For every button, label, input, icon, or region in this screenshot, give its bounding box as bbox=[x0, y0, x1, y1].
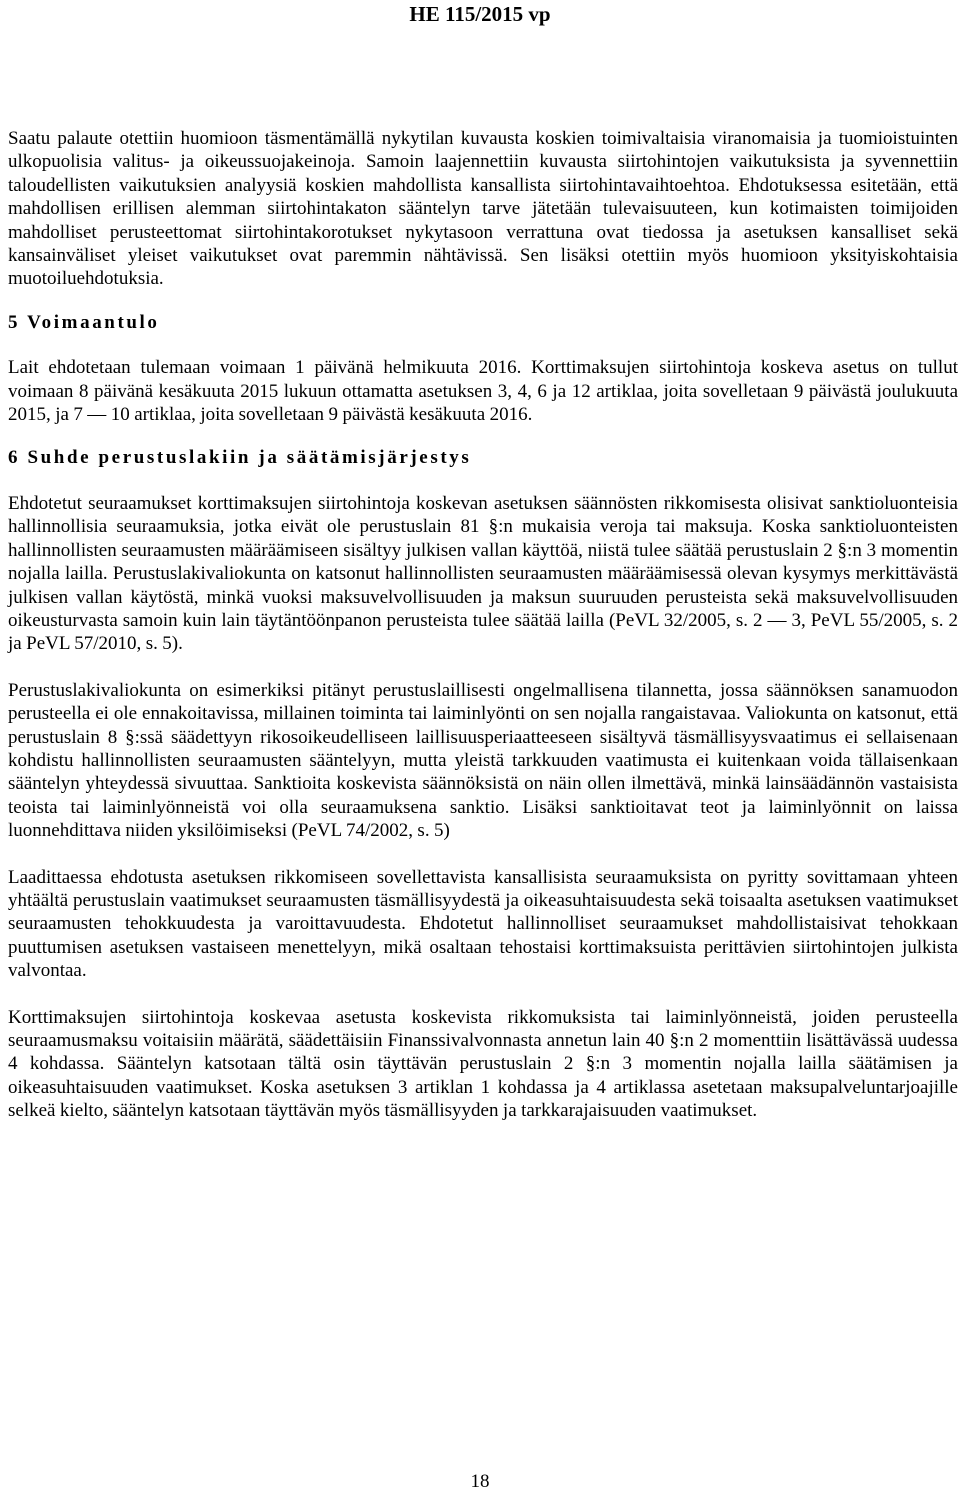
section-6-heading-block bbox=[8, 426, 958, 491]
paragraph-spacer bbox=[8, 656, 958, 679]
paragraph-spacer bbox=[8, 983, 958, 1006]
section-heading-voimaantulo: 5 Voimaantulo bbox=[8, 311, 160, 333]
paragraph-feedback: Saatu palaute otettiin huomioon täsmentämällä nykytilan kuvausta koskien toimivaltaisia viranomaisia ja tuomioistuinten ulkopuolisia valitus- ja oikeussuojakeinoja. Samoin laajennettiin kuvausta siirtohintojen vaikutuksista ja syvennettiin taloudellisten vaikutuksien analyysiä koskien mahdollista kansallista siirtohintavaihtoehtoa. Ehdotuksessa esitetään, että mahdollisen erillisen alemman siirtohintakaton sääntelyn tarve jätetään tulevaisuuteen, kun kotimaisten toimijoiden mahdolliset perusteettomat siirtohintakorotukset nykytasoon verrattuna ovat tiedossa ja asetuksen kansalliset sekä kansainväliset yleiset vaikutukset ovat paremmin nähtävissä. Sen lisäksi otettiin myös huomioon yksityiskohtaisia muotoiluehdotuksia. bbox=[8, 128, 958, 290]
paragraph-entry-into-force: Lait ehdotetaan tulemaan voimaan 1 päivänä helmikuuta 2016. Korttimaksujen siirtohintoja koskeva asetus on tullut voimaan 8 päivänä kesäkuuta 2015 lukuun ottamatta asetuksen 3, 4, 6 ja 12 artiklaa, joita sovelletaan 9 päivästä joulukuuta 2015, ja 7 — 10 artiklaa, joita sovelletaan 9 päivästä kesäkuuta 2016. bbox=[8, 357, 958, 426]
document-id-header: HE 115/2015 vp bbox=[409, 2, 551, 26]
paragraph-regulation-breaches: Korttimaksujen siirtohintoja koskevaa asetusta koskevista rikkomuksista tai laiminlyönneistä, joiden perusteella seuraamusmaksu voitaisiin määrätä, säädettäisiin Finanssivalvonnasta annetun lain 40 §:n 2 momenttiin lisättävässä uudessa 4 kohdassa. Sääntelyn katsotaan tältä osin täyttävän perustuslain 2 §:n 3 momentin nojalla lailla säätämisen ja oikeasuhtaisuuden vaatimukset. Koska asetuksen 3 artiklan 1 kohdassa ja 4 artiklassa asetetaan maksupalveluntarjoajille selkeä kielto, sääntelyn katsotaan täyttävän myös täsmällisyyden ja tarkkarajaisuuden vaatimukset. bbox=[8, 1006, 958, 1122]
section-5-heading-block bbox=[8, 291, 958, 356]
paragraph-sanctions: Ehdotetut seuraamukset korttimaksujen siirtohintoja koskevan asetuksen säännösten rikkomisesta olisivat sanktioluonteisia hallinnollisia seuraamuksia, jotka eivät ole perustuslain 81 §:n mukaisia veroja tai maksuja. Koska sanktioluonteisten hallinnollisten seuraamusten määräämiseen sisältyy julkisen vallan käyttöä, niistä tulee säätää perustuslain 2 §:n 3 momentin nojalla lailla. Perustuslakivaliokunta on katsonut hallinnollisten seuraamusten määräämisessä olevan kysymys merkittävästä julkisen vallan käytöstä, minkä vuoksi maksuvelvollisuuden ja maksun suuruuden perusteista sekä maksuvelvollisuuden oikeusturvasta samoin kuin lain täytäntöönpanon perusteista tulee säätää lailla (PeVL 32/2005, s. 2 — 3, PeVL 55/2005, s. 2 ja PeVL 57/2010, s. 5). bbox=[8, 492, 958, 655]
page-number: 18 bbox=[470, 1471, 490, 1492]
paragraph-constitutional-committee: Perustuslakivaliokunta on esimerkiksi pitänyt perustuslaillisesti ongelmallisena tilannetta, jossa säännöksen sanamuodon perusteella ei ole ennakoitavissa, millainen toiminta tai laiminlyönti on sen nojalla rangaistavaa. Valiokunta on katsonut, että perustuslain 8 §:ssä säädettyyn rikosoikeudelliseen laillisuusperiaatteeseen sisältyvä täsmällisyysvaatimus ei sellaisenaan kohdistu hallinnollisten seuraamusten sääntelyyn, mutta yleistä tarkkuuden vaatimusta ei kuitenkaan voida tällaisenkaan sääntelyn yhteydessä sivuuttaa. Sanktioita koskevista säännöksistä on näin ollen ilmettävä, minkä lainsäädännön vastaisista teoista tai laiminlyönneistä voi olla seuraamuksena sanktio. Lisäksi sanktioitavat teot ja laiminlyönnit on laissa luonnehdittava niiden yksilöimiseksi (PeVL 74/2002, s. 5) bbox=[8, 679, 958, 842]
document-body bbox=[8, 127, 958, 1123]
paragraph-proposal: Laadittaessa ehdotusta asetuksen rikkomiseen sovellettavista kansallisista seuraamuksista on pyritty sovittamaan yhteen yhtäältä perustuslain vaatimukset seuraamusten täsmällisyydestä ja oikeasuhtaisuudesta sekä toisaalta asetuksen vaatimukset seuraamusten tehokkuudesta ja varoittavuudesta. Ehdotetut hallinnolliset seuraamukset mahdollistaisivat tehokkaan puuttumisen asetuksen vastaiseen menettelyyn, mikä osaltaan tehostaisi korttimaksuista perittävien siirtohintojen julkista valvontaa. bbox=[8, 866, 958, 982]
section-heading-perustuslaki: 6 Suhde perustuslakiin ja säätämisjärjestys bbox=[8, 447, 472, 469]
paragraph-spacer bbox=[8, 843, 958, 866]
